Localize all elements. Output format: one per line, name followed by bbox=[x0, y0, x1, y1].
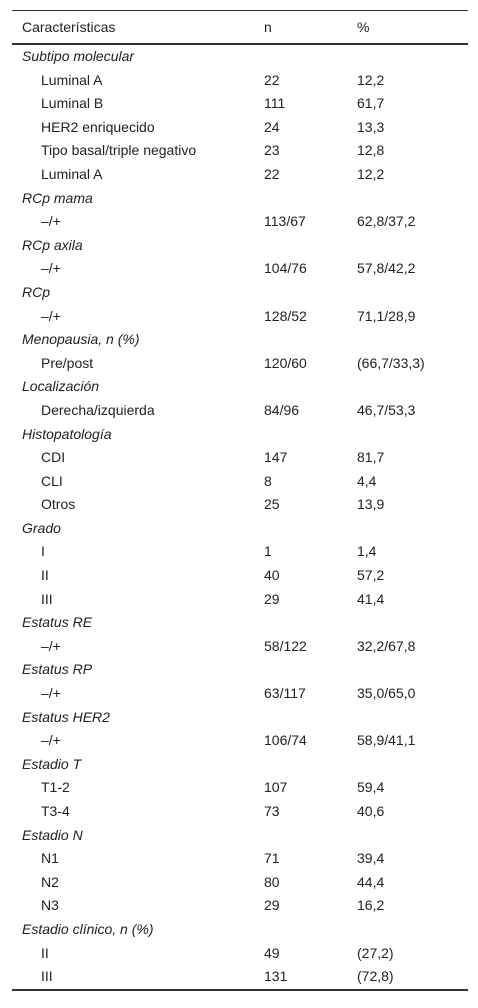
row-label: N3 bbox=[41, 897, 59, 914]
cell-n: 8 bbox=[264, 472, 272, 489]
cell-n: 120/60 bbox=[264, 354, 307, 371]
row-label: T3-4 bbox=[41, 803, 70, 819]
cell-percent: 58,9/41,1 bbox=[357, 732, 416, 749]
cell-n: 106/74 bbox=[264, 732, 307, 749]
header-percent: % bbox=[357, 19, 370, 35]
table-row bbox=[12, 871, 468, 895]
table-row bbox=[12, 305, 468, 329]
table-row bbox=[12, 682, 468, 706]
cell-percent: 62,8/37,2 bbox=[357, 213, 416, 230]
row-label: III bbox=[41, 968, 53, 985]
cell-n: 22 bbox=[264, 71, 280, 88]
row-label: N2 bbox=[41, 873, 59, 890]
table-row bbox=[12, 69, 468, 93]
cell-percent: 12,2 bbox=[357, 165, 385, 182]
section-label: Estatus RE bbox=[22, 614, 93, 631]
cell-percent: 57,2 bbox=[357, 567, 385, 584]
table-row bbox=[12, 564, 468, 588]
section-label: RCp axila bbox=[22, 236, 83, 253]
table-row bbox=[12, 635, 468, 659]
row-label: Derecha/izquierda bbox=[41, 401, 155, 418]
row-label: Luminal A bbox=[41, 71, 103, 88]
section-header-row bbox=[12, 517, 468, 541]
table-header-row bbox=[12, 11, 468, 43]
cell-n: 25 bbox=[264, 496, 280, 513]
table-row bbox=[12, 588, 468, 612]
row-label: II bbox=[41, 567, 49, 584]
cell-percent: 57,8/42,2 bbox=[357, 260, 416, 277]
table-body bbox=[12, 45, 468, 989]
cell-percent: 1,4 bbox=[357, 543, 377, 560]
table-row bbox=[12, 894, 468, 918]
table-row bbox=[12, 139, 468, 163]
table-row bbox=[12, 493, 468, 517]
cell-percent: 71,1/28,9 bbox=[357, 307, 416, 324]
characteristics-table bbox=[12, 10, 468, 991]
section-header-row bbox=[12, 375, 468, 399]
row-label: CDI bbox=[41, 449, 66, 466]
cell-n: 111 bbox=[264, 95, 286, 112]
section-label: Menopausia, n (%) bbox=[22, 331, 140, 348]
section-label: Histopatología bbox=[22, 425, 112, 442]
section-label: Subtipo molecular bbox=[22, 48, 135, 64]
cell-n: 63/117 bbox=[264, 685, 306, 702]
section-header-row bbox=[12, 658, 468, 682]
row-label: I bbox=[41, 543, 45, 560]
section-header-row bbox=[12, 423, 468, 447]
cell-percent: 16,2 bbox=[357, 897, 385, 914]
cell-n: 128/52 bbox=[264, 307, 307, 324]
row-label: Tipo basal/triple negativo bbox=[41, 142, 197, 159]
section-label: RCp mama bbox=[22, 189, 93, 206]
row-label: –/+ bbox=[41, 260, 61, 277]
cell-n: 29 bbox=[264, 590, 280, 607]
cell-percent: 39,4 bbox=[357, 850, 385, 867]
cell-n: 104/76 bbox=[264, 260, 307, 277]
cell-percent: 12,8 bbox=[357, 142, 385, 159]
table-row bbox=[12, 540, 468, 564]
section-label: Grado bbox=[22, 519, 61, 536]
row-label: Otros bbox=[41, 496, 76, 513]
row-label: N1 bbox=[41, 850, 59, 867]
section-label: Estadio T bbox=[22, 755, 82, 772]
row-label: T1-2 bbox=[41, 779, 70, 796]
section-header-row bbox=[12, 234, 468, 258]
row-label: –/+ bbox=[41, 732, 61, 749]
row-label: Luminal B bbox=[41, 95, 104, 112]
cell-percent: 32,2/67,8 bbox=[357, 637, 416, 654]
cell-n: 73 bbox=[264, 803, 280, 819]
cell-n: 113/67 bbox=[264, 213, 306, 230]
section-header-row bbox=[12, 611, 468, 635]
section-header-row bbox=[12, 918, 468, 942]
section-label: Localización bbox=[22, 378, 100, 395]
row-label: CLI bbox=[41, 472, 63, 489]
cell-n: 29 bbox=[264, 897, 280, 914]
cell-percent: (66,7/33,3) bbox=[357, 354, 425, 371]
cell-n: 80 bbox=[264, 873, 280, 890]
cell-percent: 41,4 bbox=[357, 590, 385, 607]
table-row bbox=[12, 352, 468, 376]
table-row bbox=[12, 847, 468, 871]
table-row bbox=[12, 729, 468, 753]
section-label: Estadio clínico, n (%) bbox=[22, 920, 154, 937]
table-row bbox=[12, 210, 468, 234]
section-label: RCp bbox=[22, 283, 51, 300]
cell-n: 49 bbox=[264, 944, 280, 961]
table-row bbox=[12, 470, 468, 494]
table-row bbox=[12, 800, 468, 824]
row-label: Pre/post bbox=[41, 354, 94, 371]
row-label: II bbox=[41, 944, 49, 961]
table-row bbox=[12, 399, 468, 423]
section-header-row bbox=[12, 706, 468, 730]
cell-n: 1 bbox=[264, 543, 272, 560]
cell-n: 23 bbox=[264, 142, 280, 159]
row-label: –/+ bbox=[41, 637, 61, 654]
cell-percent: 12,2 bbox=[357, 71, 385, 88]
cell-n: 107 bbox=[264, 779, 288, 796]
cell-percent: 4,4 bbox=[357, 472, 377, 489]
cell-percent: 13,3 bbox=[357, 118, 385, 135]
cell-percent: 35,0/65,0 bbox=[357, 685, 416, 702]
row-label: III bbox=[41, 590, 53, 607]
cell-n: 22 bbox=[264, 165, 280, 182]
section-header-row bbox=[12, 328, 468, 352]
section-header-row bbox=[12, 45, 468, 69]
cell-percent: 40,6 bbox=[357, 803, 385, 819]
row-label: –/+ bbox=[41, 307, 61, 324]
cell-n: 71 bbox=[264, 850, 280, 867]
table-bottom-rule bbox=[12, 989, 468, 991]
cell-percent: 59,4 bbox=[357, 779, 385, 796]
cell-percent: 44,4 bbox=[357, 873, 385, 890]
cell-percent: 61,7 bbox=[357, 95, 385, 112]
table-row bbox=[12, 116, 468, 140]
table-row bbox=[12, 942, 468, 966]
cell-percent: (72,8) bbox=[357, 968, 394, 985]
table-row bbox=[12, 163, 468, 187]
section-label: Estadio N bbox=[22, 826, 83, 843]
cell-n: 40 bbox=[264, 567, 280, 584]
table-row bbox=[12, 257, 468, 281]
row-label: –/+ bbox=[41, 213, 61, 230]
row-label: Luminal A bbox=[41, 165, 103, 182]
table-row bbox=[12, 446, 468, 470]
cell-percent: (27,2) bbox=[357, 944, 394, 961]
cell-n: 131 bbox=[264, 968, 288, 985]
section-header-row bbox=[12, 281, 468, 305]
cell-n: 58/122 bbox=[264, 637, 307, 654]
cell-n: 24 bbox=[264, 118, 280, 135]
table-row bbox=[12, 92, 468, 116]
section-header-row bbox=[12, 753, 468, 777]
row-label: HER2 enriquecido bbox=[41, 118, 155, 135]
section-header-row bbox=[12, 824, 468, 848]
section-header-row bbox=[12, 187, 468, 211]
table-row bbox=[12, 965, 468, 989]
cell-n: 84/96 bbox=[264, 401, 300, 418]
row-label: –/+ bbox=[41, 685, 61, 702]
cell-percent: 13,9 bbox=[357, 496, 385, 513]
section-label: Estatus HER2 bbox=[22, 708, 110, 725]
table-row bbox=[12, 776, 468, 800]
cell-n: 147 bbox=[264, 449, 288, 466]
section-label: Estatus RP bbox=[22, 661, 93, 678]
cell-percent: 46,7/53,3 bbox=[357, 401, 416, 418]
header-n: n bbox=[264, 19, 272, 35]
cell-percent: 81,7 bbox=[357, 449, 385, 466]
header-characteristics: Características bbox=[22, 19, 116, 35]
